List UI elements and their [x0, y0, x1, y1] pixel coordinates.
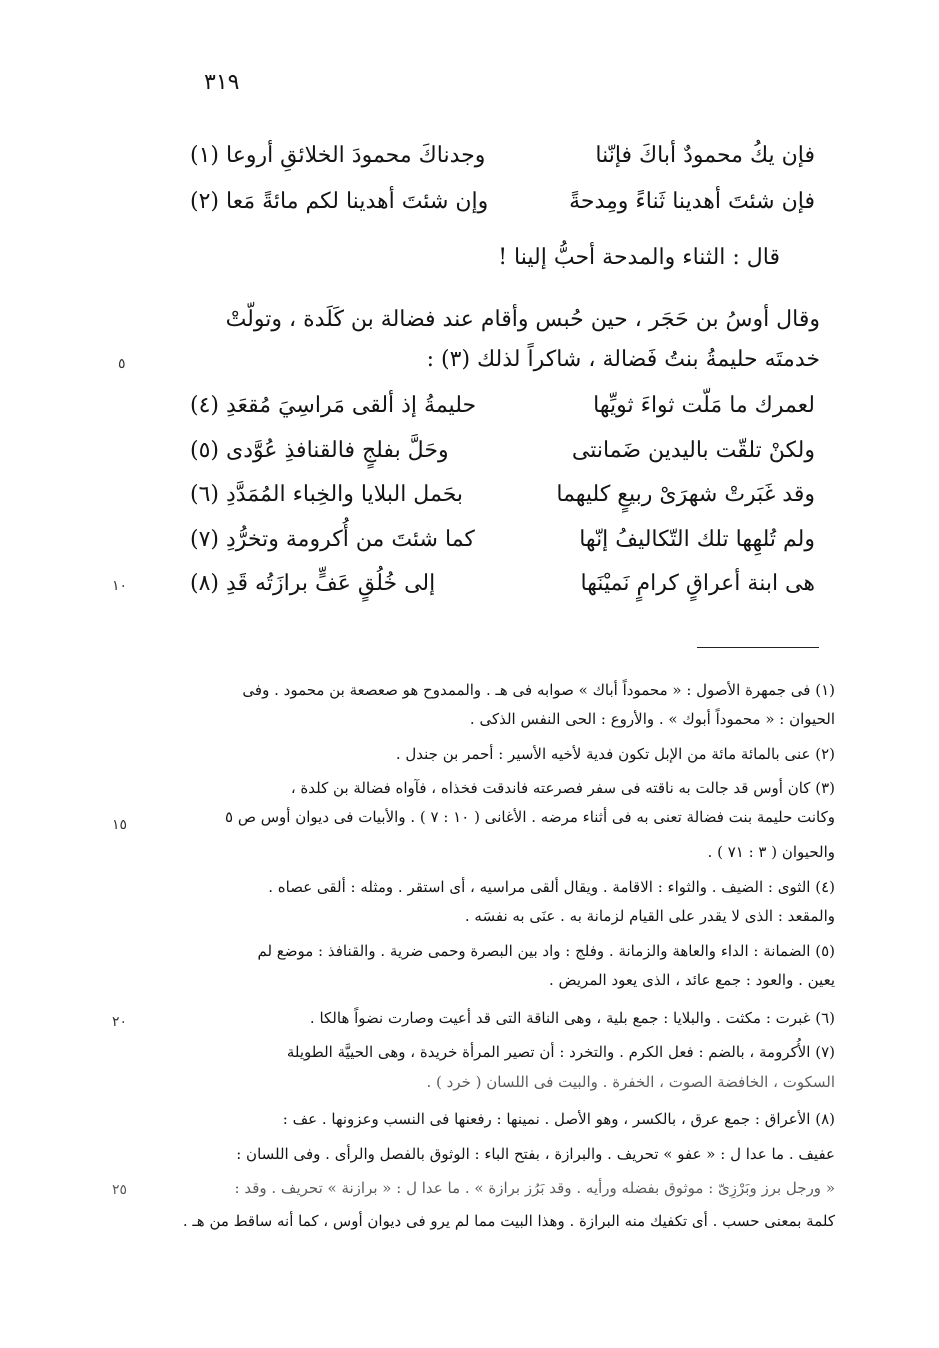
- page-number: ٣١٩: [204, 70, 240, 95]
- verse-line: [190, 561, 815, 607]
- verse-second-hemistich: إلى خُلُقٍ عَفٍّ برازَتُه قَدِ (٨): [190, 571, 436, 596]
- footnote-line: (٣) كان أوس قد جالت به ناقته فى سفر فصرعته فاندقت فخذاه ، فآواه فضالة بن كلدة ،: [290, 779, 835, 797]
- margin-line-number: ١٠: [112, 578, 128, 594]
- footnote-line: (٨) الأعراق : جمع عرق ، بالكسر ، وهو الأصل . نمينها : رفعنها فى النسب وعزونها . عف :: [282, 1110, 835, 1128]
- footnote-line: والحيوان ( ٣ : ٧١ ) .: [707, 843, 835, 861]
- footnote-line: « ورجل برز وبَرْزِىّ : موثوق بفضله ورأيه . وقد بَرُز برازة » . ما عدا ل : « برازنة » تحريف . وقد :: [234, 1179, 835, 1197]
- footnote-separator-rule: [697, 647, 819, 648]
- intro-line-1: وقال أوسُ بن حَجَر ، حين حُبس وأقام عند فضالة بن كَلَدة ، وتولّتْ: [225, 307, 820, 332]
- verse-second-hemistich: كما شئتَ من أُكرومة وتخرُّدِ (٧): [190, 527, 475, 552]
- verse-first-hemistich: لعمرك ما مَلّت ثواءَ ثويِّها: [593, 393, 815, 418]
- intro-line-2: خدمتَه حليمةُ بنتُ فَضالة ، شاكراً لذلك (٣) :: [426, 347, 820, 372]
- footnote-line: وكانت حليمة بنت فضالة تعنى به فى أثناء مرضه . الأغانى ( ١٠ : ٧ ) . والأبيات فى ديوان أوس ص ٥: [225, 808, 835, 826]
- footnote-line: (٧) الأُكرومة ، بالضم : فعل الكرم . والتخرد : أن تصير المرأة خريدة ، وهى الحييَّة الطويلة: [286, 1043, 835, 1061]
- margin-line-number: ٥: [118, 356, 126, 372]
- verse-first-hemistich: ولم تُلهِها تلك التّكاليفُ إنّها: [579, 527, 815, 552]
- verse-line: [190, 383, 815, 429]
- verse-first-hemistich: فإن يكُ محمودٌ أباكَ فإنّنا: [595, 143, 815, 168]
- verse-first-hemistich: فإن شئتَ أهدينا ثَناءً ومِدحةً: [569, 189, 815, 214]
- margin-line-number: ١٥: [112, 817, 128, 833]
- footnote-line: (٥) الضمانة : الداء والعاهة والزمانة . وفلج : واد بين البصرة وحمى ضرية . والقنافذ : موضع لم: [257, 942, 835, 960]
- verse-second-hemistich: حليمةُ إذ ألقى مَراسِيَ مُقعَدِ (٤): [190, 393, 477, 418]
- footnote-line: (٢) عنى بالمائة مائة من الإبل تكون فدية لأخيه الأسير : أحمر بن جندل .: [395, 745, 835, 763]
- footnote-line: (٤) الثوى : الضيف . والثواء : الاقامة . ويقال ألقى مراسيه ، أى استقر . ومثله : ألقى عصاه .: [268, 878, 835, 896]
- footnote-line: (١) فى جمهرة الأصول : « محموداً أباك » صوابه فى هـ . والممدوح هو صعصعة بن محمود . وفى: [242, 681, 835, 699]
- verse-second-hemistich: وإن شئتَ أهدينا لكم مائةً مَعا (٢): [190, 189, 489, 214]
- verse-second-hemistich: بحَمل البلايا والخِباء المُمَدَّدِ (٦): [190, 482, 464, 507]
- verse-first-hemistich: ولكنْ تلقّت باليدين ضَمانتى: [571, 438, 815, 463]
- footnote-line: كلمة بمعنى حسب . أى تكفيك منه البرازة . وهذا البيت مما لم يرو فى ديوان أوس ، كما أنه ساقط من هـ .: [182, 1212, 835, 1230]
- verse-second-hemistich: وحَلَّ بفلجٍ فالقنافذِ عُوَّدى (٥): [190, 438, 449, 463]
- verse-first-hemistich: هى ابنة أعراقٍ كرامٍ نَميْنَها: [580, 571, 815, 596]
- footnote-line: الحيوان : « محموداً أبوك » . والأروع : الحى النفس الذكى .: [469, 710, 835, 728]
- verse-line: [190, 517, 815, 563]
- verse-first-hemistich: وقد غَبَرتْ شهرَىْ ربيعٍ كليهما: [556, 482, 815, 507]
- footnote-line: السكوت ، الخافضة الصوت ، الخفرة . والبيت فى اللسان ( خرد ) .: [426, 1073, 835, 1091]
- verse-line: [190, 179, 815, 225]
- qala-line: قال : الثناء والمدحة أحبُّ إلينا !: [498, 245, 780, 270]
- footnote-line: يعين . والعود : جمع عائد ، الذى يعود المريض .: [548, 971, 835, 989]
- margin-line-number: ٢٠: [112, 1014, 128, 1030]
- verse-line: [190, 428, 815, 474]
- footnote-line: (٦) غبرت : مكثت . والبلايا : جمع بلية ، وهى الناقة التى قد أعيت وصارت نضواً هالكا .: [309, 1009, 835, 1027]
- margin-line-number: ٢٥: [112, 1182, 128, 1198]
- verse-second-hemistich: وجدناكَ محمودَ الخلائقِ أروعا (١): [190, 143, 486, 168]
- verse-line: [190, 472, 815, 518]
- verse-line: [190, 133, 815, 179]
- footnote-line: والمقعد : الذى لا يقدر على القيام لزمانة به . عنَى به نفسَه .: [464, 907, 835, 925]
- footnote-line: عفيف . ما عدا ل : « عفو » تحريف . والبرازة ، بفتح الباء : الوثوق بالفصل والرأى . وفى اللسان :: [236, 1145, 835, 1163]
